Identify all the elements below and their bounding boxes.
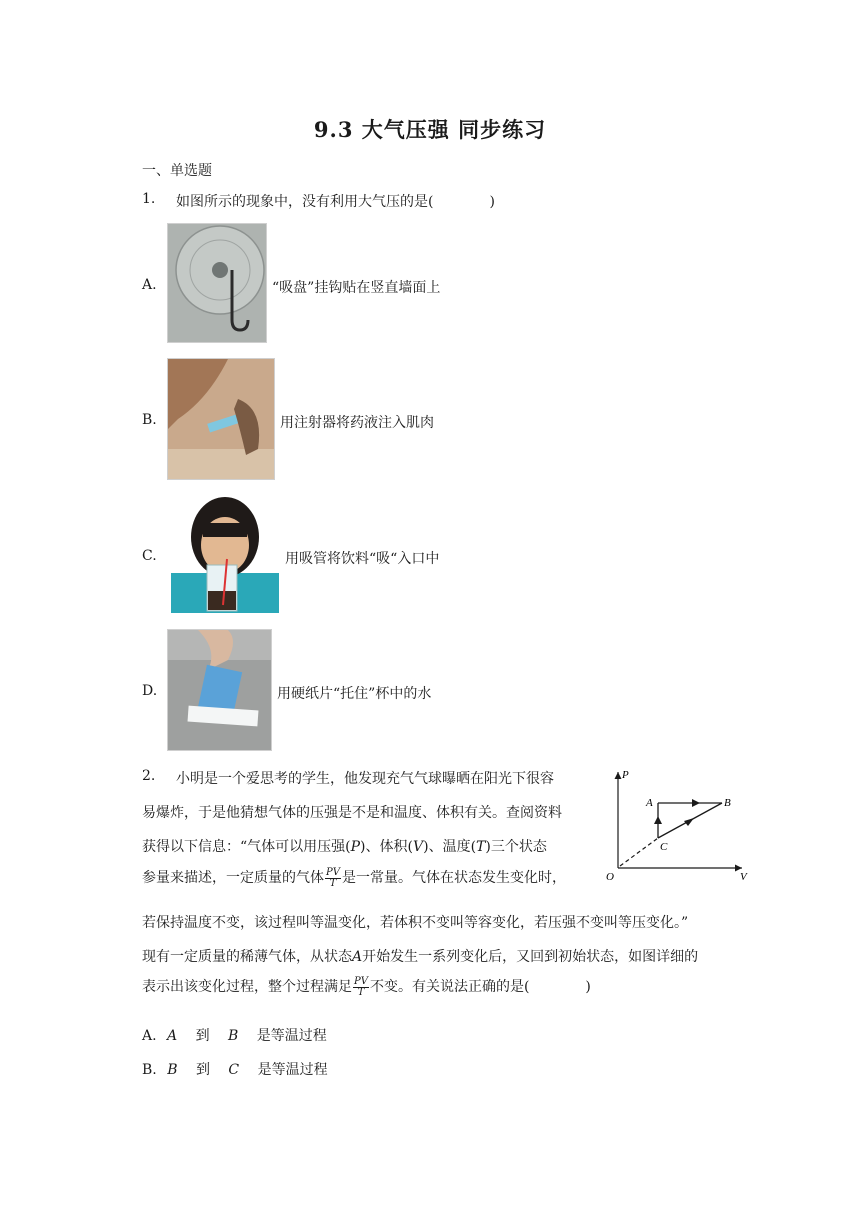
q2-option-a: A. A 到 B 是等温过程 xyxy=(142,1028,327,1044)
q2-option-b: B. B 到 C 是等温过程 xyxy=(142,1062,328,1078)
q2-number: 2. xyxy=(142,768,156,784)
arrow-b-c xyxy=(684,818,694,826)
q1-option-b-letter: B. xyxy=(142,412,157,428)
fraction-pv-over-t: $\frac{PV}{T}$ xyxy=(326,866,340,889)
symbol-p: P xyxy=(350,839,361,855)
symbol-a: A xyxy=(352,949,363,965)
q1-option-a-text: “吸盘”挂钩贴在竖直墙面上 xyxy=(272,280,441,296)
q1-option-c-text: 用吸管将饮料“吸“入口中 xyxy=(285,551,440,567)
page-title: 9.3 大气压强 同步练习 xyxy=(313,117,547,142)
q2-line-7: 表示出该变化过程，整个过程满足 $\frac{PV}{T}$ 不变。有关说法正确的是( ) xyxy=(142,975,591,998)
q1-number: 1. xyxy=(142,191,156,207)
pv-graph xyxy=(600,766,752,882)
arrow-c-a xyxy=(654,816,662,824)
q2-line-6: 现有一定质量的稀薄气体，从状态A开始发生一系列变化后，又回到初始状态，如图详细的 xyxy=(142,949,699,965)
arrow-a-b xyxy=(692,799,700,807)
q1-option-c-letter: C. xyxy=(142,548,157,564)
q1-option-d-text: 用硬纸片“托住”杯中的水 xyxy=(277,686,432,702)
point-label-b: B xyxy=(724,797,731,809)
origin-label: O xyxy=(606,871,614,882)
fraction-pv-over-t-2: $\frac{PV}{T}$ xyxy=(354,975,368,998)
suction-hook-image xyxy=(167,223,267,343)
q1-option-a-letter: A. xyxy=(142,277,157,293)
paper-cup-image xyxy=(167,629,272,751)
q2-line-1: 小明是一个爱思考的学生，他发现充气气球曝晒在阳光下很容 xyxy=(176,771,554,787)
straw-drinking-image xyxy=(171,493,279,613)
q2-line-2: 易爆炸，于是他猜想气体的压强是不是和温度、体积有关。查阅资料 xyxy=(142,805,562,821)
q2-line-3: 获得以下信息：“气体可以用压强(P)、体积(V)、温度(T)三个状态 xyxy=(142,839,547,855)
symbol-v: V xyxy=(412,839,424,855)
q2-line-5: 若保持温度不变，该过程叫等温变化，若体积不变叫等容变化，若压强不变叫等压变化。” xyxy=(142,915,689,931)
q2-line-4: 参量来描述，一定质量的气体 $\frac{PV}{T}$ 是一常量。气体在状态发生变化时， xyxy=(142,866,566,889)
axis-label-p: P xyxy=(622,769,629,781)
section-heading: 一、单选题 xyxy=(142,163,212,179)
point-label-a: A xyxy=(646,797,653,809)
q1-option-d-letter: D. xyxy=(142,683,158,699)
axis-label-v: V xyxy=(740,871,747,882)
q1-option-b-text: 用注射器将药液注入肌肉 xyxy=(280,415,434,431)
point-label-c: C xyxy=(660,841,668,853)
dashed-origin-line xyxy=(620,838,658,866)
injection-image xyxy=(167,358,275,480)
q1-stem: 如图所示的现象中，没有利用大气压的是( ) xyxy=(176,194,495,210)
symbol-t: T xyxy=(476,839,486,855)
